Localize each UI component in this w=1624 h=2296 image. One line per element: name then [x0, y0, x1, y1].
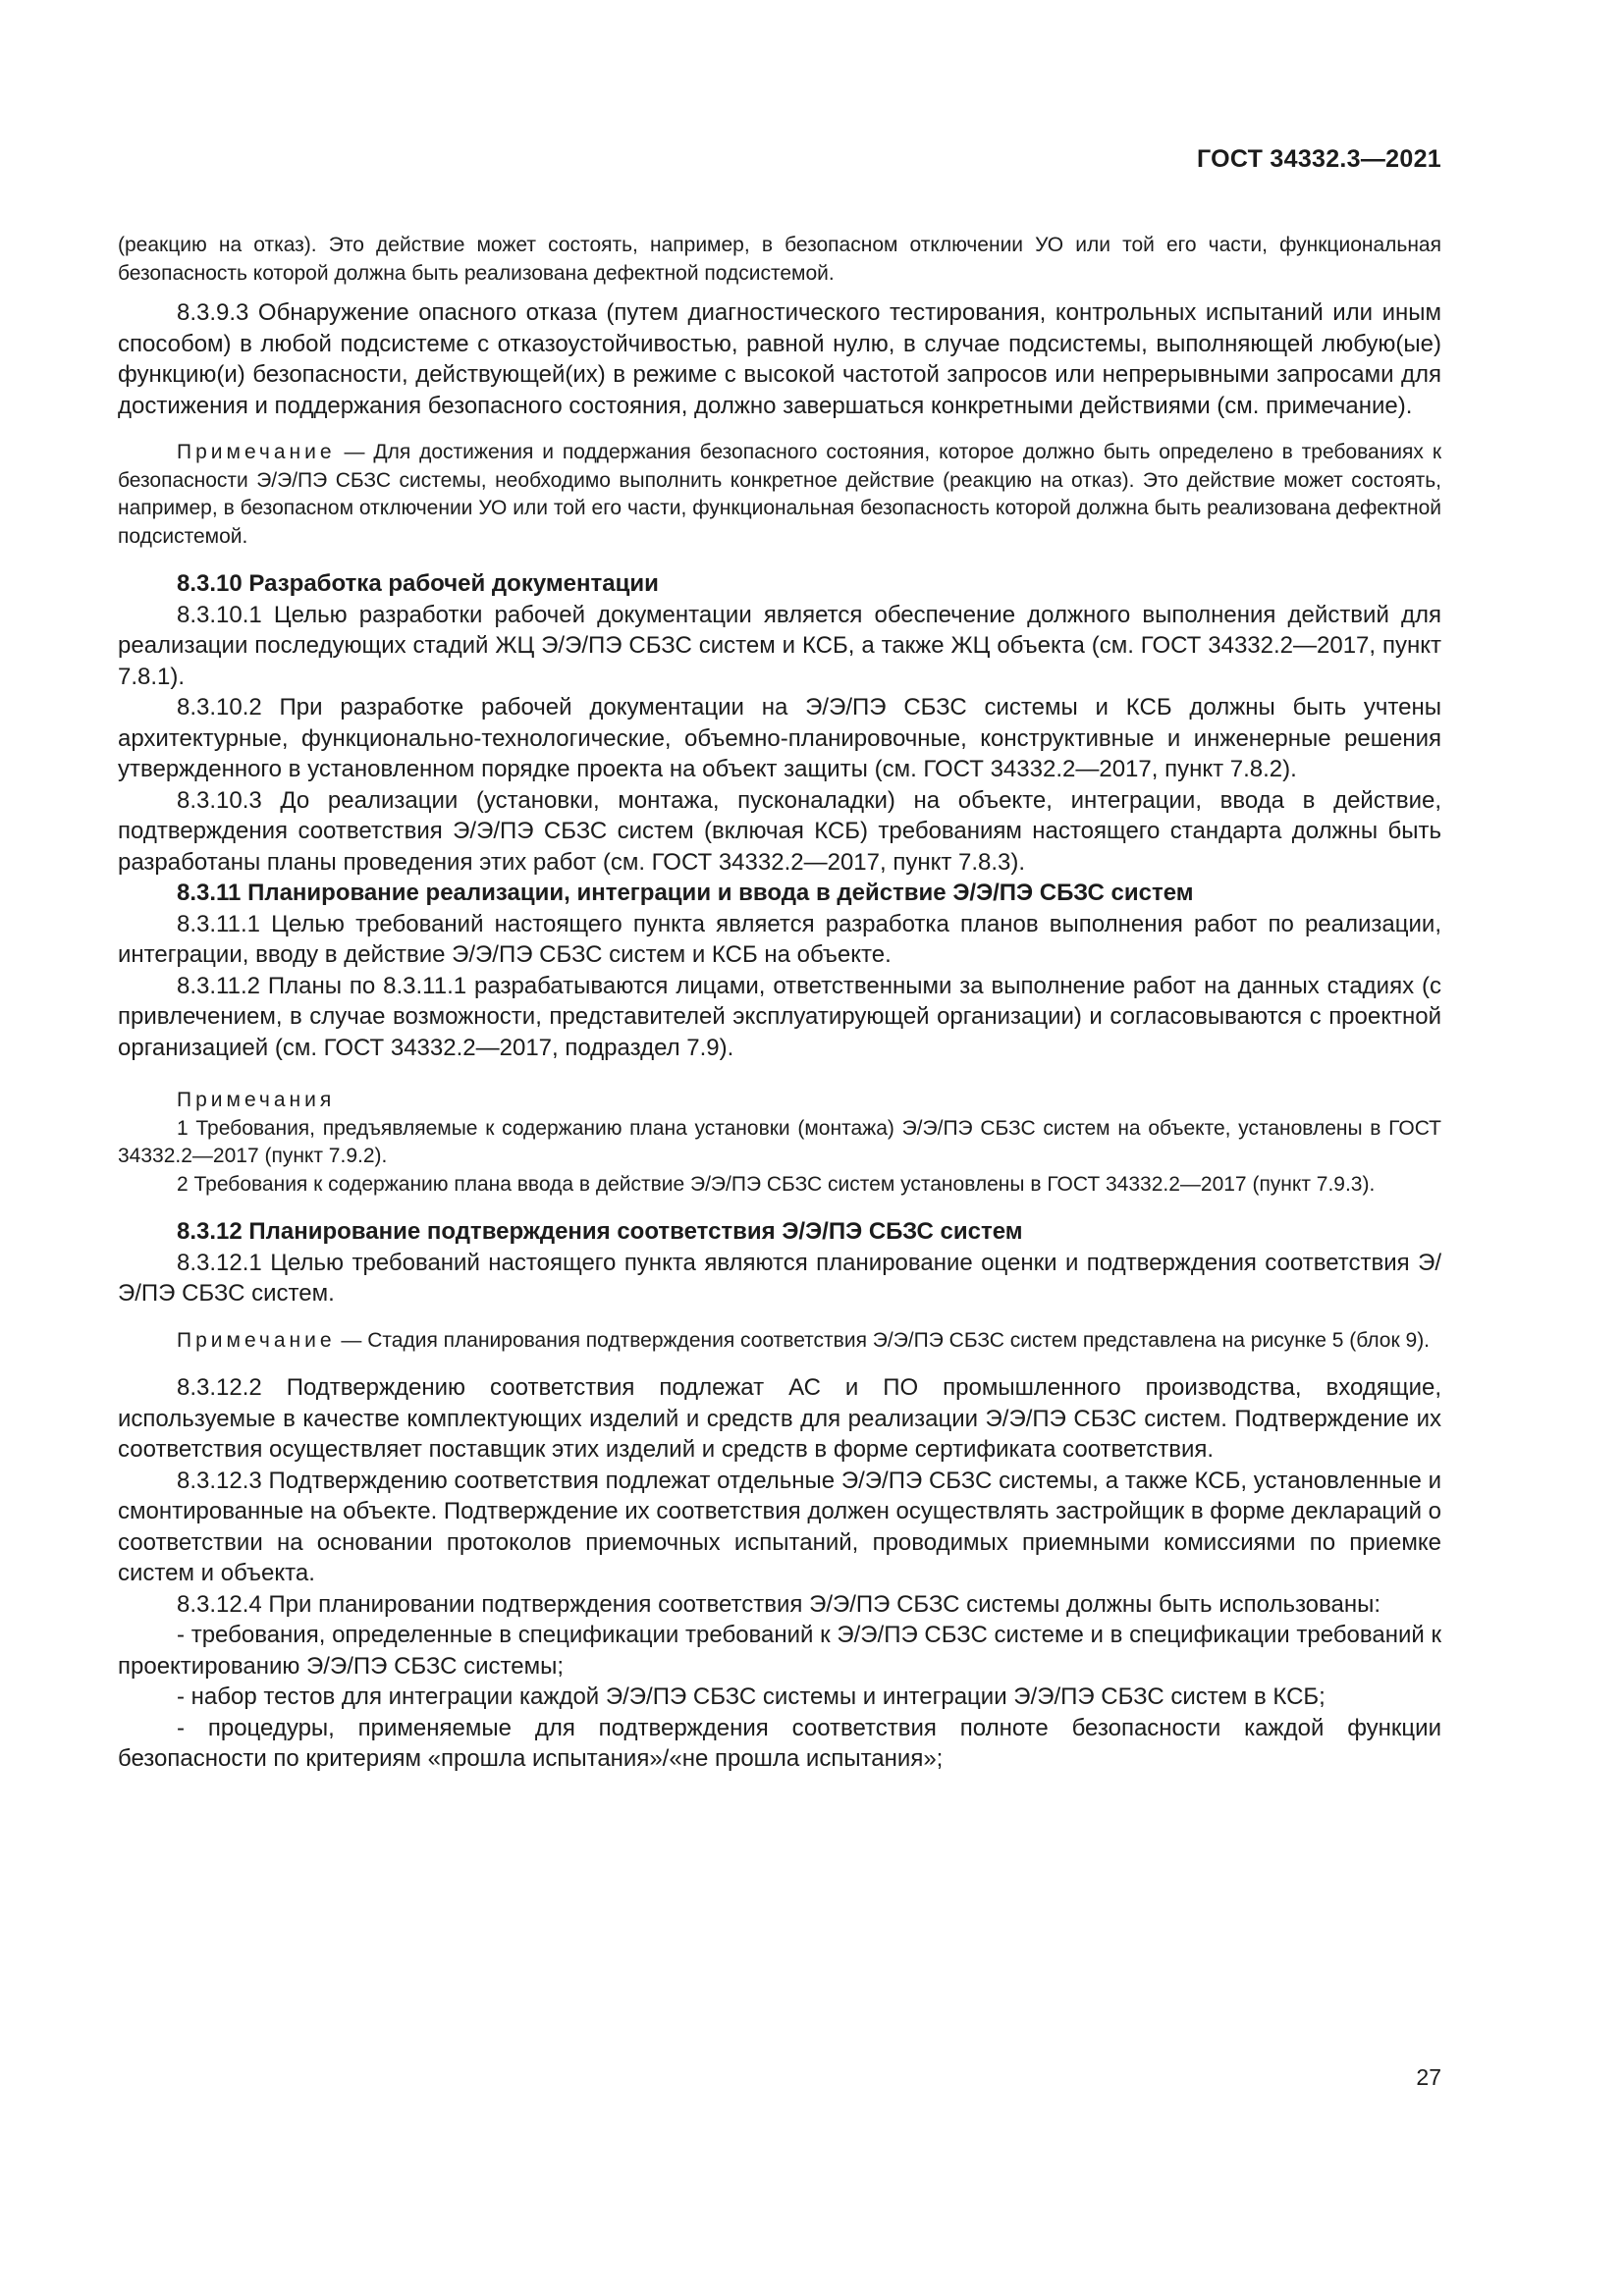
paragraph-continuation: (реакцию на отказ). Это действие может состоять, например, в безопасном отключении УО или той его части, функциональная безопасность которой должна быть реализована дефектной подсистемой.: [118, 234, 1441, 285]
paragraph-8-3-11-2: 8.3.11.2 Планы по 8.3.11.1 разрабатываются лицами, ответственными за выполнение работ на данных стадиях (с привлечением, в случае возможности, представителей эксплуатирующей организации) и согласовываются с проектной организацией (см. ГОСТ 34332.2—2017, подраздел 7.9).: [118, 972, 1441, 1061]
paragraph-8-3-11-1: 8.3.11.1 Целью требований настоящего пункта является разработка планов выполнения работ по реализации, интеграции, вводу в действие Э/Э/ПЭ СБЗС систем и КСБ на объекте.: [118, 910, 1441, 968]
page-number: 27: [1416, 2064, 1441, 2090]
paragraph-8-3-10-2: 8.3.10.2 При разработке рабочей документации на Э/Э/ПЭ СБЗС системы и КСБ должны быть учтены архитектурные, функционально-технологические, объемно-планировочные, конструктивные и инженерные решения утвержденного в установленном порядке проекта на объект защиты (см. ГОСТ 34332.2—2017, пункт 7.8.2).: [118, 694, 1441, 782]
paragraph-8-3-10-1: 8.3.10.1 Целью разработки рабочей документации является обеспечение должного выполнения действий для реализации последующих стадий ЖЦ Э/Э/ПЭ СБЗС систем и КСБ, а также ЖЦ объекта (см. ГОСТ 34332.2—2017, пункт 7.8.1).: [118, 601, 1441, 690]
paragraph-8-3-10-3: 8.3.10.3 До реализации (установки, монтажа, пусконаладки) на объекте, интеграции, ввода в действие, подтверждения соответствия Э/Э/ПЭ СБЗС систем (включая КСБ) требованиям настоящего стандарта должны быть разработаны планы проведения этих работ (см. ГОСТ 34332.2—2017, пункт 7.8.3).: [118, 786, 1441, 876]
notes-2-item-2: 2 Требования к содержанию плана ввода в действие Э/Э/ПЭ СБЗС систем установлены в ГОСТ 34332.2—2017 (пункт 7.9.3).: [177, 1172, 1376, 1196]
list-item-3: - процедуры, применяемые для подтверждения соответствия полноте безопасности каждой функции безопасности по критериям «прошла испытания»/«не прошла испытания»;: [118, 1714, 1441, 1772]
heading-8-3-12: 8.3.12 Планирование подтверждения соответствия Э/Э/ПЭ СБЗС систем: [177, 1218, 1023, 1245]
paragraph-8-3-12-3: 8.3.12.3 Подтверждению соответствия подлежат отдельные Э/Э/ПЭ СБЗС системы, а также КСБ, установленные и смонтированные на объекте. Подтверждение их соответствия должен осуществлять застройщик в форме деклараций о соответствии на основании протоколов приемочных испытаний, проводимых приемными комиссиями по приемке систем и объекта.: [118, 1467, 1441, 1586]
note-1: [118, 439, 1441, 551]
paragraph-8-3-12-1: 8.3.12.1 Целью требований настоящего пункта являются планирование оценки и подтверждения соответствия Э/Э/ПЭ СБЗС систем.: [118, 1249, 1441, 1307]
paragraph-8-3-12-4: 8.3.12.4 При планировании подтверждения соответствия Э/Э/ПЭ СБЗС системы должны быть использованы:: [177, 1590, 1381, 1618]
notes-2-item-1: 1 Требования, предъявляемые к содержанию плана установки (монтажа) Э/Э/ПЭ СБЗС систем на объекте, установлены в ГОСТ 34332.2—2017 (пункт 7.9.2).: [118, 1116, 1441, 1167]
heading-8-3-11: 8.3.11 Планирование реализации, интеграции и ввода в действие Э/Э/ПЭ СБЗС систем: [177, 880, 1194, 906]
list-item-1: - требования, определенные в спецификации требований к Э/Э/ПЭ СБЗС системе и в спецификации требований к проектированию Э/Э/ПЭ СБЗС системы;: [118, 1622, 1441, 1680]
notes-2-label: Примечания: [177, 1089, 336, 1111]
note-3-text: — Стадия планирования подтверждения соответствия Э/Э/ПЭ СБЗС систем представлена на рисунке 5 (блок 9).: [335, 1328, 1431, 1352]
note-1-label: Примечание: [177, 441, 336, 463]
paragraph-8-3-9-3: 8.3.9.3 Обнаружение опасного отказа (путем диагностического тестирования, контрольных испытаний или иным способом) в любой подсистеме с отказоустойчивостью, равной нулю, в случае подсистемы, выполняющей любую(ые) функцию(и) безопасности, действующей(их) в режиме с высокой частотой запросов или непрерывными запросами для достижения и поддержания безопасного состояния, должно завершаться конкретными действиями (см. примечание).: [118, 299, 1441, 419]
list-item-2: - набор тестов для интеграции каждой Э/Э/ПЭ СБЗС системы и интеграции Э/Э/ПЭ СБЗС систем в КСБ;: [177, 1683, 1326, 1710]
paragraph-8-3-12-2: 8.3.12.2 Подтверждению соответствия подлежат АС и ПО промышленного производства, входящие, используемые в качестве комплектующих изделий и средств для реализации Э/Э/ПЭ СБЗС систем. Подтверждение их соответствия осуществляет поставщик этих изделий и средств в форме сертификата соответствия.: [118, 1374, 1441, 1463]
note-3-label: Примечание: [177, 1328, 336, 1352]
note-3: [118, 1327, 1441, 1356]
heading-8-3-10: 8.3.10 Разработка рабочей документации: [177, 570, 659, 597]
document-code-header: ГОСТ 34332.3—2021: [1196, 145, 1441, 173]
note-1-text: — Для достижения и поддержания безопасного состояния, которое должно быть определено в требованиях к безопасности Э/Э/ПЭ СБЗС системы, необходимо выполнить конкретное действие (реакцию на отказ). Это действие может состоять, например, в безопасном отключении УО или той его части, функциональная безопасность которой должна быть реализована дефектной подсистемой.: [118, 441, 1441, 548]
page-content: [118, 232, 1441, 1775]
